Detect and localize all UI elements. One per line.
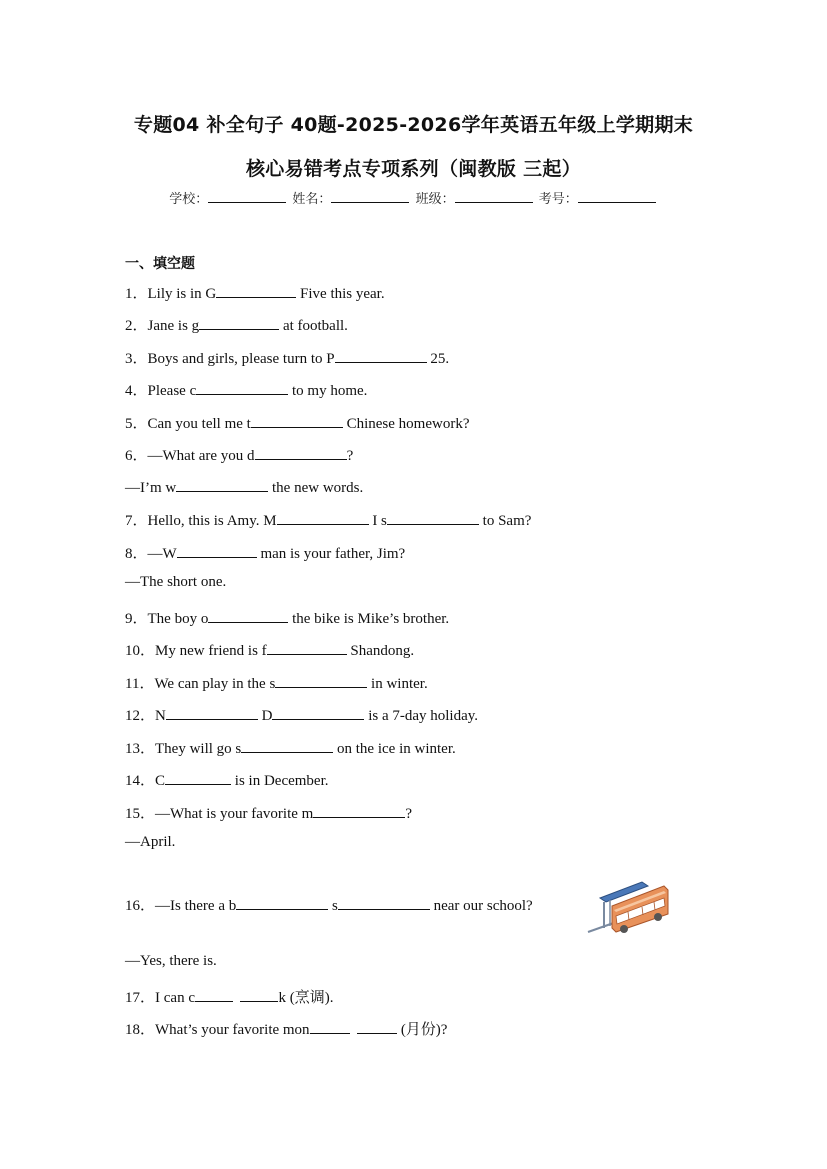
class-blank[interactable] [455,190,533,203]
question-text: to Sam? [478,513,532,529]
question-text: Chinese homework? [342,416,470,432]
question-number: 14． [125,773,156,789]
question-text: They will go s [155,741,242,757]
question-number: 5． [125,416,148,432]
question-text: The boy o [147,611,209,627]
school-blank[interactable] [208,190,286,203]
bus-wheel [654,913,662,921]
question-text: the new words. [268,480,364,496]
answer-blank[interactable] [387,510,479,525]
question-number: 15． [125,806,156,822]
question-text: ? [405,806,412,822]
question-text: to my home. [288,383,368,399]
question-8-answer-line [125,574,226,591]
answer-blank[interactable] [335,348,427,363]
school-label: 学校： [169,192,209,207]
question-16 [125,894,533,915]
question-text: Five this year. [296,286,385,302]
answer-blank[interactable] [275,673,367,688]
question-number: 10． [125,643,156,659]
answer-blank[interactable] [267,640,347,655]
question-number: 17． [125,990,156,1006]
question-10 [125,639,414,660]
document-title-line2: 核心易错考点专项系列（闽教版 三起） [245,158,581,180]
question-4 [125,379,367,400]
bus-stop-illustration [586,876,672,936]
question-text: We can play in the s [154,676,276,692]
question-text: near our school? [429,898,533,914]
question-number: 8． [125,546,148,562]
answer-blank[interactable] [310,1019,350,1034]
question-text: Lily is in G [147,286,217,302]
answer-blank[interactable] [199,315,279,330]
question-1 [125,282,385,303]
question-text: ? [346,448,354,464]
question-text: (月份)? [397,1022,448,1038]
question-text: s [328,898,338,914]
question-text: My new friend is f [155,643,267,659]
question-text: —What are you d [147,448,255,464]
question-text: at football. [279,318,348,334]
question-text: —Is there a b [155,898,237,914]
name-blank[interactable] [331,190,409,203]
question-text: the bike is Mike’s brother. [288,611,450,627]
question-5 [125,412,469,433]
question-text: —Yes, there is. [125,953,217,969]
document-title-line1: 专题04 补全句子 40题-2025-2026学年英语五年级上学期期末 [133,114,694,136]
question-text: is a 7-day holiday. [364,708,479,724]
question-text: Please c [147,383,197,399]
question-text: Hello, this is Amy. M [147,513,277,529]
question-text: —W [147,546,177,562]
question-text: is in December. [231,773,329,789]
answer-blank[interactable] [177,543,257,558]
student-info-row [0,188,827,207]
question-text: —The short one. [125,574,227,590]
question-11 [125,672,428,693]
question-text: 25. [426,351,450,367]
question-18 [125,1018,447,1039]
name-label: 姓名： [292,192,332,207]
question-text: Jane is g [147,318,200,334]
question-text: What’s your favorite mon [155,1022,310,1038]
question-15 [125,802,412,823]
question-number: 11． [125,676,155,692]
question-6 [125,444,353,465]
question-number: 6． [125,448,148,464]
answer-blank[interactable] [241,738,333,753]
question-number: 12． [125,708,156,724]
question-number: 2． [125,318,148,334]
class-label: 班级： [415,192,455,207]
answer-blank[interactable] [208,608,288,623]
question-16-answer-line [125,953,217,970]
question-3 [125,347,449,368]
answer-blank[interactable] [195,987,233,1002]
question-text: in winter. [367,676,428,692]
question-text: —What is your favorite m [155,806,314,822]
question-2 [125,314,348,335]
question-text: D [257,708,273,724]
question-number: 9． [125,611,148,627]
question-text: C [155,773,166,789]
question-number: 3． [125,351,148,367]
answer-blank[interactable] [255,445,347,460]
question-text: Can you tell me t [147,416,251,432]
exam-number-blank[interactable] [578,190,656,203]
question-number: 4． [125,383,148,399]
answer-blank[interactable] [272,705,364,720]
answer-blank[interactable] [176,477,268,492]
question-number: 18． [125,1022,156,1038]
answer-blank[interactable] [338,895,430,910]
question-number: 7． [125,513,148,529]
question-8 [125,542,405,563]
answer-blank[interactable] [277,510,369,525]
question-text: N [155,708,166,724]
question-text: Shandong. [346,643,415,659]
question-14 [125,769,329,790]
question-text: on the ice in winter. [333,741,456,757]
answer-blank[interactable] [240,987,278,1002]
answer-blank[interactable] [236,895,328,910]
section-title: 一、填空题 [125,256,195,272]
question-7 [125,509,531,530]
question-number: 16． [125,898,156,914]
question-number: 13． [125,741,156,757]
answer-blank[interactable] [251,413,343,428]
exam-number-label: 考号： [538,192,578,207]
question-text: man is your father, Jim? [256,546,406,562]
question-text: k (烹调). [278,990,334,1006]
question-12 [125,704,478,725]
question-text: —April. [125,834,176,850]
question-number: 1． [125,286,148,302]
question-6-answer-line [125,477,363,497]
question-text: Boys and girls, please turn to P [147,351,335,367]
answer-blank[interactable] [313,803,405,818]
answer-blank[interactable] [166,705,258,720]
question-17 [125,986,333,1007]
answer-blank[interactable] [357,1019,397,1034]
question-text: I can c [155,990,195,1006]
question-13 [125,737,456,758]
question-9 [125,607,449,628]
question-text: I s [368,513,387,529]
bus-wheel [620,925,628,933]
answer-blank[interactable] [196,380,288,395]
question-15-answer-line [125,834,175,851]
answer-blank[interactable] [216,283,296,298]
answer-blank[interactable] [165,770,231,785]
question-text: —I’m w [125,480,177,496]
